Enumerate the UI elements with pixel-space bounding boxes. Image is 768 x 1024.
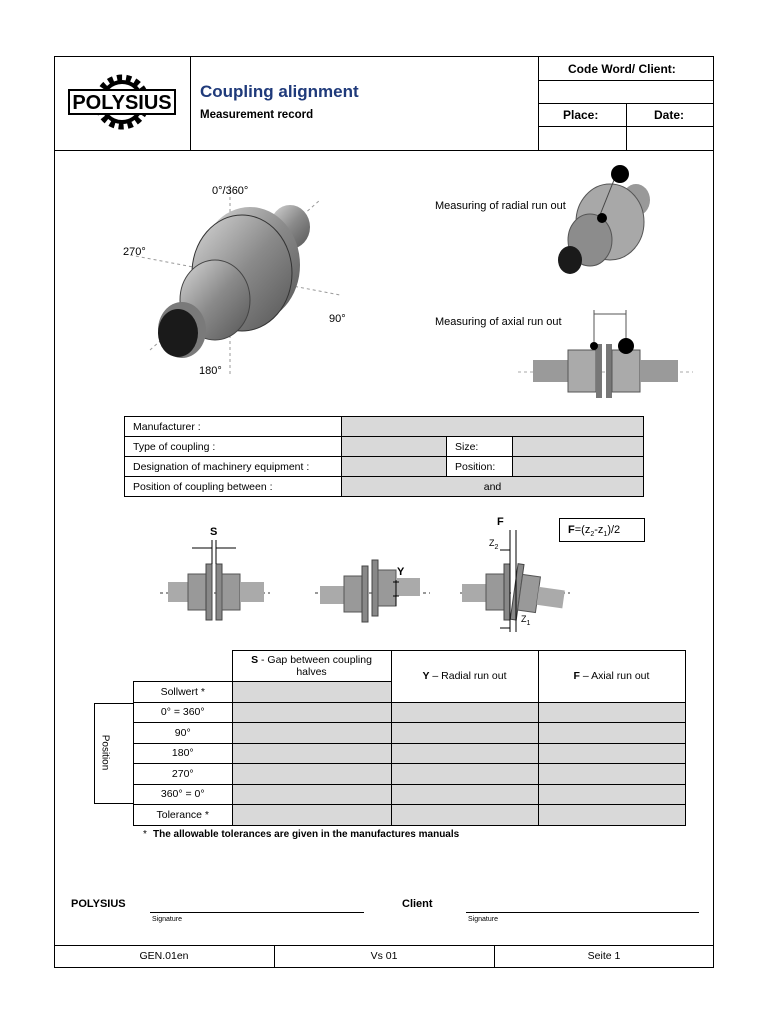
designation-label: Designation of machinery equipment : (125, 457, 342, 477)
type-of-coupling-field[interactable] (342, 437, 447, 457)
radial-runout-illustration (548, 160, 668, 285)
row-label-180: 180° (134, 743, 233, 764)
svg-text:POLYSIUS: POLYSIUS (72, 92, 172, 114)
footer-doc-code: GEN.01en (139, 950, 189, 962)
header-bottom-rule (54, 150, 714, 151)
radial-offset-diagram (315, 560, 430, 622)
footnote-star: * (143, 829, 147, 840)
position-label: Position: (447, 457, 513, 477)
angle-label-right: 90° (329, 313, 346, 325)
designation-field[interactable] (342, 457, 447, 477)
cell-360-s[interactable] (232, 784, 391, 805)
size-field[interactable] (513, 437, 644, 457)
type-of-coupling-label: Type of coupling : (125, 437, 342, 457)
row-label-tolerance: Tolerance * (134, 805, 233, 826)
position-field[interactable] (513, 457, 644, 477)
cell-sollwert-s[interactable] (232, 682, 391, 703)
polysius-logo (66, 70, 178, 134)
axial-angle-diagram (460, 530, 570, 632)
signature-left-label: POLYSIUS (71, 898, 126, 910)
signature-left-caption: Signature (152, 916, 182, 923)
angle-label-bottom: 180° (199, 365, 222, 377)
row-label-sollwert: Sollwert * (134, 682, 233, 703)
coupling-illustration (120, 175, 350, 385)
footnote: The allowable tolerances are given in the manufactures manuals (153, 829, 460, 840)
cell-0-s[interactable] (232, 702, 391, 723)
cell-180-f[interactable] (538, 743, 685, 764)
client-box-rule-1 (538, 80, 714, 81)
position-between-label: Position of coupling between : (125, 477, 342, 497)
position-between-field[interactable] (342, 477, 644, 497)
row-label-0: 0° = 360° (134, 702, 233, 723)
col-header-axial: F – Axial run out (538, 651, 685, 703)
row-label-90: 90° (134, 723, 233, 744)
manufacturer-label: Manufacturer : (125, 417, 342, 437)
cell-tolerance-s[interactable] (232, 805, 391, 826)
date-label: Date: (654, 108, 685, 122)
cell-tolerance-y[interactable] (391, 805, 538, 826)
angle-label-top: 0°/360° (212, 185, 249, 197)
col-header-radial: Y – Radial run out (391, 651, 538, 703)
radial-caption: Measuring of radial run out (435, 200, 566, 212)
cell-180-y[interactable] (391, 743, 538, 764)
signature-right-caption: Signature (468, 916, 498, 923)
and-label: and (483, 480, 502, 493)
angle-label-left: 270° (123, 246, 146, 258)
cell-90-y[interactable] (391, 723, 538, 744)
page-subtitle: Measurement record (200, 109, 314, 121)
y-label: Y (397, 566, 405, 578)
footer-version: Vs 01 (370, 950, 398, 962)
signature-left-line[interactable] (150, 912, 364, 913)
col-header-gap: S - Gap between coupling halves (232, 651, 391, 682)
f-label: F (497, 516, 504, 528)
cell-360-f[interactable] (538, 784, 685, 805)
code-word-label: Code Word/ Client: (568, 62, 676, 76)
size-label: Size: (447, 437, 513, 457)
cell-90-f[interactable] (538, 723, 685, 744)
footer-page: Seite 1 (587, 950, 621, 962)
axial-runout-illustration (518, 300, 693, 400)
place-date-divider (626, 103, 627, 150)
manufacturer-field[interactable] (342, 417, 644, 437)
measurement-diagrams (160, 520, 580, 635)
s-label: S (210, 526, 218, 538)
position-label-vertical: Position (99, 734, 111, 771)
cell-0-y[interactable] (391, 702, 538, 723)
place-label: Place: (563, 108, 599, 122)
cell-270-f[interactable] (538, 764, 685, 785)
cell-360-y[interactable] (391, 784, 538, 805)
gap-diagram (160, 540, 270, 620)
signature-right-label: Client (402, 898, 433, 910)
z2-label: $Z_2$ (489, 538, 499, 551)
page-title: Coupling alignment (200, 82, 359, 101)
logo-divider (190, 56, 191, 150)
z1-label: $Z_1$ (521, 614, 531, 627)
row-label-270: 270° (134, 764, 233, 785)
row-label-360: 360° = 0° (134, 784, 233, 805)
cell-270-s[interactable] (232, 764, 391, 785)
cell-tolerance-f[interactable] (538, 805, 685, 826)
cell-90-s[interactable] (232, 723, 391, 744)
measurement-table (133, 650, 686, 826)
cell-270-y[interactable] (391, 764, 538, 785)
formula-box: $F=(z_2-z_1)/2$ (559, 518, 645, 542)
cell-0-f[interactable] (538, 702, 685, 723)
equipment-info-table (124, 416, 644, 497)
cell-180-s[interactable] (232, 743, 391, 764)
axial-caption: Measuring of axial run out (435, 316, 562, 328)
signature-right-line[interactable] (466, 912, 699, 913)
